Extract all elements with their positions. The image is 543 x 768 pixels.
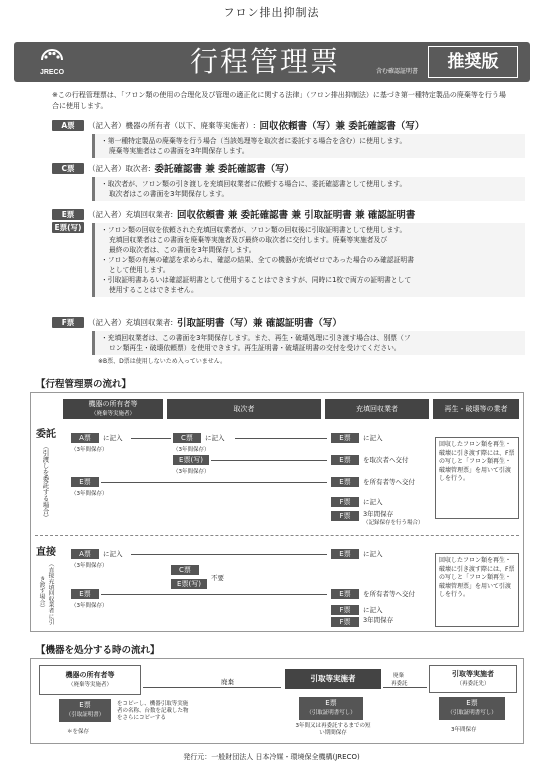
recycler-note-1: 回収したフロン類を再生・破壊に引き渡す際には、F票の写しと「フロン類再生・破壊管理票」を用いて引渡しを行う。 [435,437,519,519]
disposal-title: 【機器を処分する時の流れ】 [36,645,160,656]
side-entrust [35,425,57,525]
title-subtitle: 含む確認証明書 [376,68,419,75]
disposal-right-e [439,697,505,720]
keep-label: （3年間保存） [173,447,210,453]
body-a [92,134,525,158]
col-recycler-header: 再生・破壊等の業者 [433,399,519,419]
side-entrust-text: （引渡しを委託する場合） [41,443,50,521]
disposal-right-keep: 3年間保存 [451,727,477,733]
line: 廃棄等実施者はこの書面を3年間保存します。 [109,147,249,155]
logo-text: JRECO [39,69,65,76]
fill-label: に記入 [363,498,383,506]
section-e [14,207,530,297]
disposal-mid-e-sub: （引取証明書写し） [306,710,356,716]
badge-e-copy: E票(写) [52,222,84,233]
fill-label: に記入 [103,434,123,442]
flow-a1: A票 [71,433,99,443]
disposal-arrow2-label: 廃棄 [393,673,405,679]
section-a [14,118,530,158]
col-broker-header: 取次者 [167,399,321,419]
section-f [14,315,530,365]
doc-c: 委託確認書 兼 委託確認書（写） [154,164,295,175]
keep-f-label: 3年間保存 [363,510,394,518]
keep-f-sub: （記録保存を行う場合） [363,520,424,526]
flow-f2: F票 [331,511,359,521]
keep-f-label: 3年間保存 [363,616,394,624]
fill-label: に記入 [363,434,383,442]
badge-c: C票 [52,163,84,174]
disposal-owner-label: 機器の所有者等 [65,671,115,679]
disposal-mid-keep: 3年間又は再委託するまでの短い期間保存 [295,723,371,736]
keep-label: （3年間保存） [71,447,108,453]
line: 充填回収業者はこの書面を廃棄等実施者及び最終の取次者に交付します。廃棄等実施者及び [109,236,388,244]
disposal-arrow2-sub: 再委託 [391,681,408,687]
disposal-right-label: 引取等実施者 [452,670,494,678]
line: ・引取証明書あるいは確認証明書として使用することはできますが、同時に1枚で両方の証明書として [101,276,412,284]
role-a: （記入者）機器の所有者（以下、廃棄等実施者）: [88,120,256,130]
flow-f3: F票 [331,605,359,615]
line: ・充填回収業者は、この書面を3年間保存します。また、再生・破壊処理に引き渡す場合は、別票（フ [101,334,411,342]
doc-e: 回収依頼書 兼 委託確認書 兼 引取証明書 兼 確認証明書 [177,210,416,221]
to-owner-label: を所有者等へ交付 [363,478,415,486]
flow-c1: C票 [173,433,201,443]
flow-f1: F票 [331,497,359,507]
side-direct-big: 直接 [36,547,56,558]
to-owner-label: を所有者等へ交付 [363,590,415,598]
col-owner-label: 機器の所有者等 [88,400,138,408]
role-c: （記入者）取次者: [88,163,151,173]
disposal-arrow-label: 廃棄 [221,678,234,686]
flow-e2: E票 [331,455,359,465]
flow-ecopy2: E票(写) [171,579,207,589]
flow-ecopy1: E票(写) [173,455,209,465]
disposal-right-e-label: E票 [466,699,478,707]
role-f: （記入者）充填回収業者: [88,317,174,327]
disposal-owner-sub: （廃棄等実施者） [67,682,112,688]
disposal-right-sub: （再委託先） [456,681,490,687]
disposal-owner-e-label: E票 [79,701,91,709]
disposal-owner-e-sub: （引取証明書） [65,712,105,718]
flow-c2: C票 [171,565,199,575]
flow-e1: E票 [331,433,359,443]
col-collector-header: 充填回収業者 [325,399,429,419]
line: ・取次者が、フロン類の引き渡しを充填回収業者に依頼する場合に、委託確認書として使用します。 [101,180,407,188]
disposal-owner-keep: ＊を保存 [67,729,90,735]
intro-note: ※この行程管理票は、「フロン類の使用の合理化及び管理の適正化に関する法律」（フロン排出抑制法）に基づき第一種特定製品の廃棄等を行う場合に使用します。 [52,91,506,110]
keep-label: （3年間保存） [173,469,210,475]
supertitle: フロン排出抑制法 [223,6,320,19]
page-title: 行程管理票 [190,45,341,78]
arrow [211,460,327,461]
body-c [92,177,525,201]
badge-a: A票 [52,120,84,131]
line: ・フロン類の回収を依頼された充填回収業者が、フロン類の回収後に引取証明書として使用します。 [101,226,407,234]
arrow [383,687,427,688]
arrow [235,438,327,439]
arrow [143,687,281,688]
keep-label: （3年間保存） [71,491,108,497]
body-e [92,223,525,297]
flow-a2: A票 [71,549,99,559]
badge-f: F票 [52,317,84,328]
logo-icon [40,44,64,64]
doc-f: 引取証明書（写）兼 確認証明書（写） [177,318,342,329]
side-entrust-big: 委託 [36,429,56,440]
keep-label: （3年間保存） [71,603,108,609]
flow-e4: E票 [331,549,359,559]
bd-note: ※B票、D票は使用しないため入っていません。 [98,358,227,365]
badge-e: E票 [52,209,84,220]
col-owner-sub: （廃棄等実施者） [90,411,135,417]
flow-f4: F票 [331,617,359,627]
arrow [131,438,171,439]
line: ロン類再生・破壊依頼票）を使用できます。再生証明書・破壊証明書の交付を受けてください。 [109,344,401,352]
side-direct [35,543,57,629]
disposal-owner-e [59,699,111,722]
edition-badge: 推奨版 [428,46,518,78]
fill-label: に記入 [363,606,383,614]
doc-a: 回収依頼書（写）兼 委託確認書（写） [259,121,425,132]
disposal-right-e-sub: （引取証明書写し） [447,710,497,716]
flow-title: 【行程管理票の流れ】 [36,379,132,390]
disposal-copy-note: をコピーし、機器引取等実施者の名称、台数を記載した物をさらにコピーする [117,701,189,721]
fill-label: に記入 [205,434,225,442]
line: として使用します。 [109,266,170,274]
line: 取次者はこの書面を3年間保存します。 [109,190,229,198]
recycler-note-2: 回収したフロン類を再生・破壊に引き渡す際には、F票の写しと「フロン類再生・破壊管理票」を用いて引渡しを行う。 [435,553,519,627]
jreco-logo [30,44,74,80]
unnecessary-label: 不要 [211,574,224,582]
col-owner-header [63,399,163,419]
disposal-right-box [429,665,517,693]
flow-divider [35,535,519,536]
fill-label: に記入 [103,550,123,558]
arrow [101,594,327,595]
disposal-mid-e-label: E票 [325,699,337,707]
disposal-mid-box: 引取等実施者 [285,669,381,689]
line: ・第一種特定製品の廃棄等を行う場合（当該処理等を取次者に委託する場合を含む）に使用します。 [101,137,407,145]
footer: 発行元：一般財団法人 日本冷媒・環境保全機構(JRECO) [183,753,360,761]
flow-e-owner2: E票 [71,589,99,599]
arrow [131,554,327,555]
line: 最終の取次者は、この書面を3年間保存します。 [109,246,256,254]
fill-label: に記入 [363,550,383,558]
disposal-owner-box [39,665,141,695]
flow-diagram [30,392,524,632]
section-c [14,161,530,201]
flow-e3: E票 [331,477,359,487]
arrow [101,482,327,483]
keep-label: （3年間保存） [71,563,108,569]
role-e: （記入者）充填回収業者: [88,209,174,219]
disposal-diagram [30,658,524,744]
line: 使用することはできません。 [109,286,198,294]
body-f [92,331,525,355]
flow-e5: E票 [331,589,359,599]
to-broker-label: を取次者へ交付 [363,456,409,464]
flow-e-owner: E票 [71,477,99,487]
side-direct-text: （直接充填回収業者に引き渡す場合） [38,561,53,625]
line: ・フロン類の有無の確認を求められ、確認の結果、全ての機器が充填ゼロであった場合のみ確認証明書 [101,256,414,264]
disposal-mid-e [299,697,363,720]
